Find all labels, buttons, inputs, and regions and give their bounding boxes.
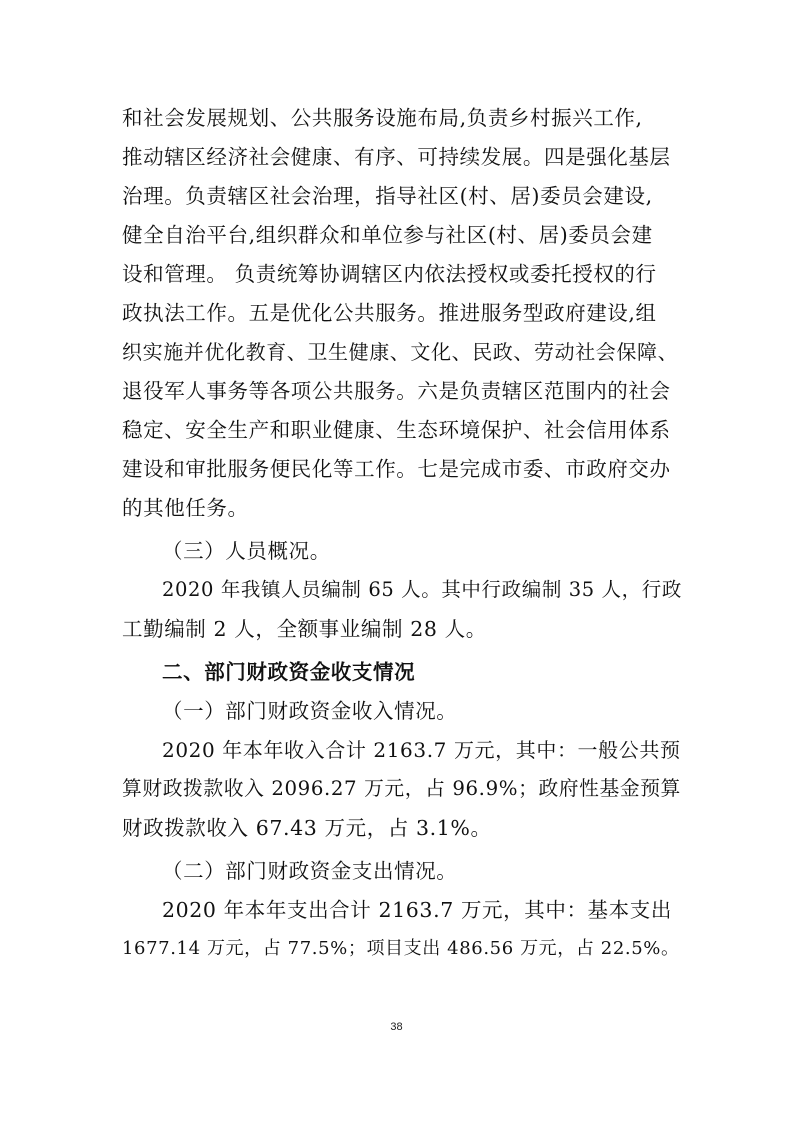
subsection-heading: （三）人员概况。 — [162, 539, 331, 563]
paragraph-line: 的其他任务。 — [122, 496, 249, 520]
paragraph-line: 治理。负责辖区社会治理，指导社区(村、居)委员会建设, — [122, 184, 653, 208]
page-number: 38 — [390, 1021, 403, 1033]
paragraph-line: 设和管理。 负责统筹协调辖区内依法授权或委托授权的行 — [122, 262, 657, 286]
paragraph-line: 健全自治平台,组织群众和单位参与社区(村、居)委员会建 — [122, 223, 653, 247]
paragraph-line: 政执法工作。五是优化公共服务。推进服务型政府建设,组 — [122, 301, 657, 325]
paragraph-line: 算财政拨款收入 2096.27 万元，占 96.9%；政府性基金预算 — [122, 777, 681, 800]
paragraph-line: 织实施并优化教育、卫生健康、文化、民政、劳动社会保障、 — [122, 340, 679, 364]
paragraph-line: 稳定、安全生产和职业健康、生态环境保护、社会信用体系 — [122, 418, 671, 442]
paragraph-line: 1677.14 万元，占 77.5%；项目支出 486.56 万元，占 22.5%。 — [122, 938, 680, 959]
subsection-heading: （一）部门财政资金收入情况。 — [162, 699, 458, 723]
subsection-heading: （二）部门财政资金支出情况。 — [162, 859, 458, 883]
paragraph-line: 2020 年我镇人员编制 65 人。其中行政编制 35 人，行政 — [162, 578, 682, 601]
paragraph-line: 2020 年本年收入合计 2163.7 万元，其中：一般公共预 — [162, 738, 681, 762]
paragraph-line: 工勤编制 2 人，全额事业编制 28 人。 — [122, 617, 487, 641]
paragraph-line: 推动辖区经济社会健康、有序、可持续发展。四是强化基层 — [122, 145, 671, 169]
paragraph-line: 退役军人事务等各项公共服务。六是负责辖区范围内的社会 — [122, 379, 671, 403]
paragraph-line: 财政拨款收入 67.43 万元，占 3.1%。 — [122, 816, 492, 840]
section-heading: 二、部门财政资金收支情况 — [162, 660, 416, 684]
paragraph-line: 和社会发展规划、公共服务设施布局,负责乡村振兴工作, — [122, 106, 643, 130]
paragraph-line: 建设和审批服务便民化等工作。七是完成市委、市政府交办 — [122, 457, 671, 481]
paragraph-line: 2020 年本年支出合计 2163.7 万元，其中：基本支出 — [162, 898, 672, 922]
